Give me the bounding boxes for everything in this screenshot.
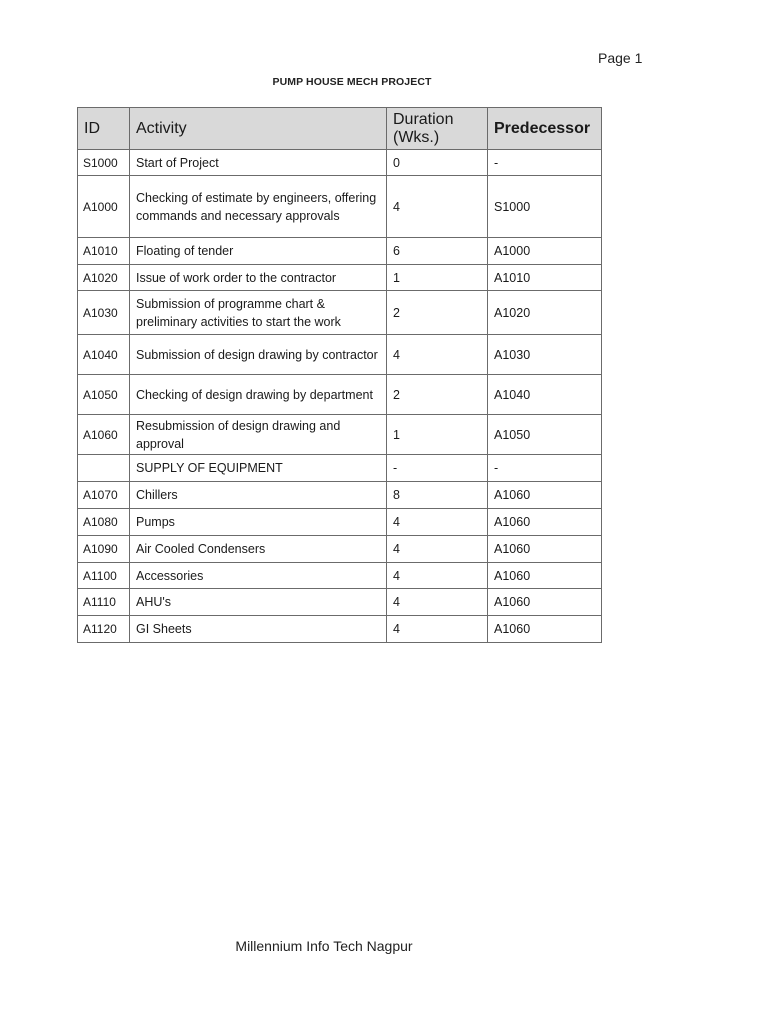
table-row (78, 482, 602, 509)
cell-predecessor: A1000 (488, 238, 602, 265)
cell-activity: Checking of estimate by engineers, offering commands and necessary approvals (130, 176, 387, 238)
table-row (78, 291, 602, 335)
cell-duration: 4 (387, 589, 488, 616)
cell-predecessor: A1050 (488, 415, 602, 455)
cell-id: A1040 (78, 335, 130, 375)
cell-id: A1010 (78, 238, 130, 265)
header-activity: Activity (130, 108, 387, 150)
cell-id: A1020 (78, 265, 130, 291)
cell-predecessor: A1020 (488, 291, 602, 335)
cell-id: A1080 (78, 509, 130, 536)
cell-predecessor: A1030 (488, 335, 602, 375)
table-row (78, 563, 602, 589)
cell-duration: 6 (387, 238, 488, 265)
cell-predecessor: A1060 (488, 589, 602, 616)
table-row (78, 265, 602, 291)
cell-id: A1090 (78, 536, 130, 563)
cell-predecessor: A1060 (488, 563, 602, 589)
cell-predecessor: - (488, 150, 602, 176)
table-row (78, 536, 602, 563)
cell-activity: Air Cooled Condensers (130, 536, 387, 563)
cell-id: A1060 (78, 415, 130, 455)
table-row (78, 335, 602, 375)
cell-id: A1110 (78, 589, 130, 616)
cell-id: A1000 (78, 176, 130, 238)
cell-activity: Checking of design drawing by department (130, 375, 387, 415)
table-row (78, 415, 602, 455)
header-predecessor: Predecessor (488, 108, 602, 150)
cell-duration: - (387, 455, 488, 482)
cell-predecessor: A1060 (488, 536, 602, 563)
table-row (78, 589, 602, 616)
table-row (78, 238, 602, 265)
cell-predecessor: A1060 (488, 616, 602, 643)
table-row (78, 150, 602, 176)
page-number: Page 1 (598, 50, 643, 66)
cell-id (78, 455, 130, 482)
document-title: PUMP HOUSE MECH PROJECT (272, 76, 432, 88)
activity-table (77, 107, 602, 643)
cell-predecessor: A1010 (488, 265, 602, 291)
cell-id: A1120 (78, 616, 130, 643)
cell-activity: Submission of programme chart & preliminary activities to start the work (130, 291, 387, 335)
cell-activity: SUPPLY OF EQUIPMENT (130, 455, 387, 482)
header-duration: Duration (Wks.) (387, 108, 488, 150)
cell-duration: 4 (387, 335, 488, 375)
table-header-row (78, 108, 602, 150)
cell-duration: 4 (387, 616, 488, 643)
cell-duration: 2 (387, 291, 488, 335)
cell-activity: Issue of work order to the contractor (130, 265, 387, 291)
cell-id: A1100 (78, 563, 130, 589)
cell-duration: 4 (387, 563, 488, 589)
cell-activity: Submission of design drawing by contractor (130, 335, 387, 375)
cell-duration: 4 (387, 536, 488, 563)
table-row (78, 616, 602, 643)
cell-activity: GI Sheets (130, 616, 387, 643)
cell-predecessor: A1040 (488, 375, 602, 415)
cell-activity: Accessories (130, 563, 387, 589)
cell-duration: 8 (387, 482, 488, 509)
cell-id: A1030 (78, 291, 130, 335)
cell-activity: Chillers (130, 482, 387, 509)
table-row (78, 455, 602, 482)
cell-id: A1070 (78, 482, 130, 509)
table-row (78, 375, 602, 415)
cell-id: S1000 (78, 150, 130, 176)
table-row (78, 509, 602, 536)
cell-duration: 1 (387, 265, 488, 291)
cell-predecessor: - (488, 455, 602, 482)
activity-table-container (77, 107, 601, 643)
cell-duration: 4 (387, 176, 488, 238)
header-id: ID (78, 108, 130, 150)
cell-id: A1050 (78, 375, 130, 415)
cell-predecessor: A1060 (488, 482, 602, 509)
cell-activity: Resubmission of design drawing and approval (130, 415, 387, 455)
cell-duration: 4 (387, 509, 488, 536)
cell-activity: Pumps (130, 509, 387, 536)
cell-predecessor: S1000 (488, 176, 602, 238)
cell-duration: 2 (387, 375, 488, 415)
cell-predecessor: A1060 (488, 509, 602, 536)
cell-activity: Floating of tender (130, 238, 387, 265)
cell-duration: 1 (387, 415, 488, 455)
footer-text: Millennium Info Tech Nagpur (235, 938, 413, 954)
cell-activity: Start of Project (130, 150, 387, 176)
table-row (78, 176, 602, 238)
cell-activity: AHU's (130, 589, 387, 616)
table-body (78, 150, 602, 643)
cell-duration: 0 (387, 150, 488, 176)
